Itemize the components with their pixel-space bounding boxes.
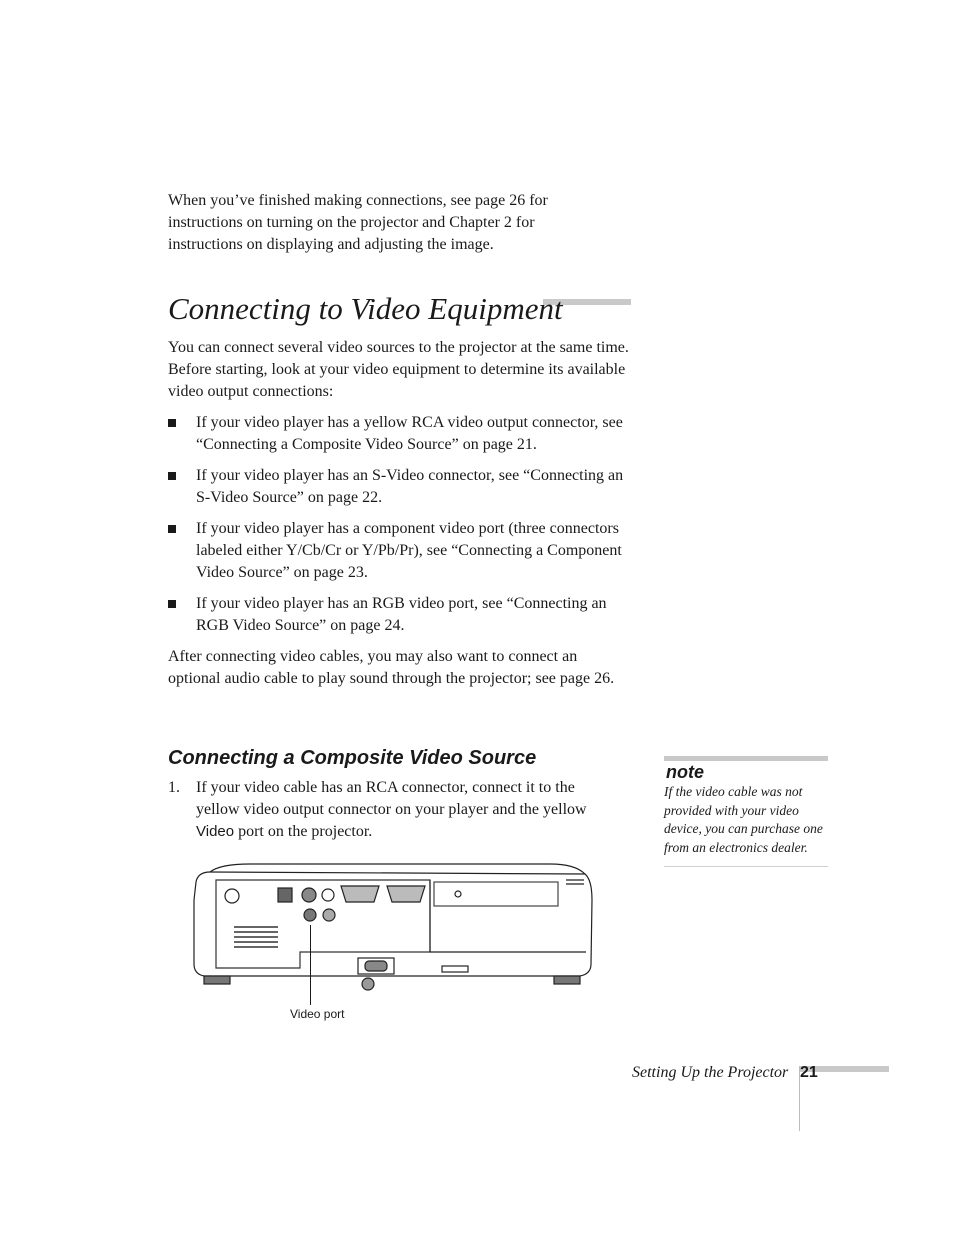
footer-chapter-title: Setting Up the Projector xyxy=(632,1064,789,1081)
bullet-text: If your video player has an RGB video port, see “Connecting an RGB Video Source” on page 24. xyxy=(196,595,607,634)
note-body: If the video cable was not provided with your video device, you can purchase one from an electronics dealer. xyxy=(664,784,823,855)
callout-line xyxy=(310,925,311,1005)
section-title: Connecting to Video Equipment xyxy=(168,291,563,326)
page-number: 21 xyxy=(800,1064,818,1081)
bullet-square-icon xyxy=(168,472,176,480)
projector-rear-illustration xyxy=(190,860,594,995)
step-number: 1. xyxy=(168,779,180,796)
bullet-text: If your video player has a yellow RCA video output connector, see “Connecting a Composite Video Source” on page 21. xyxy=(196,414,623,453)
intro-paragraph: When you’ve finished making connections, see page 26 for instructions on turning on the projector and Chapter 2 for instructions on displaying and adjusting the image. xyxy=(168,192,548,253)
bullet-text: If your video player has an S-Video connector, see “Connecting an S-Video Source” on page 22. xyxy=(196,467,624,506)
note-title: note xyxy=(666,762,704,782)
step-text xyxy=(196,777,608,843)
note-bottom-rule xyxy=(664,866,828,867)
bullet-square-icon xyxy=(168,525,176,533)
video-port-callout: Video port xyxy=(290,1007,345,1021)
bullet-text: If your video player has a component video port (three connectors labeled either Y/Cb/Cr or Y/Pb/Pr), see “Connecting a Component Video Source” on page 23. xyxy=(196,520,622,581)
bullet-square-icon xyxy=(168,600,176,608)
step-text-after: port on the projector. xyxy=(234,823,373,840)
video-port-term: Video xyxy=(196,823,235,840)
section-outro-paragraph: After connecting video cables, you may also want to connect an optional audio cable to play sound through the projector; see page 26. xyxy=(168,648,615,687)
step-text-before: If your video cable has an RCA connector, connect it to the yellow video output connector on your player and the yellow xyxy=(196,779,587,818)
bullet-square-icon xyxy=(168,419,176,427)
subsection-title: Connecting a Composite Video Source xyxy=(168,747,537,769)
section-intro-paragraph: You can connect several video sources to the projector at the same time. Before starting, look at your video equipment to determine its available video output connections: xyxy=(168,339,629,400)
